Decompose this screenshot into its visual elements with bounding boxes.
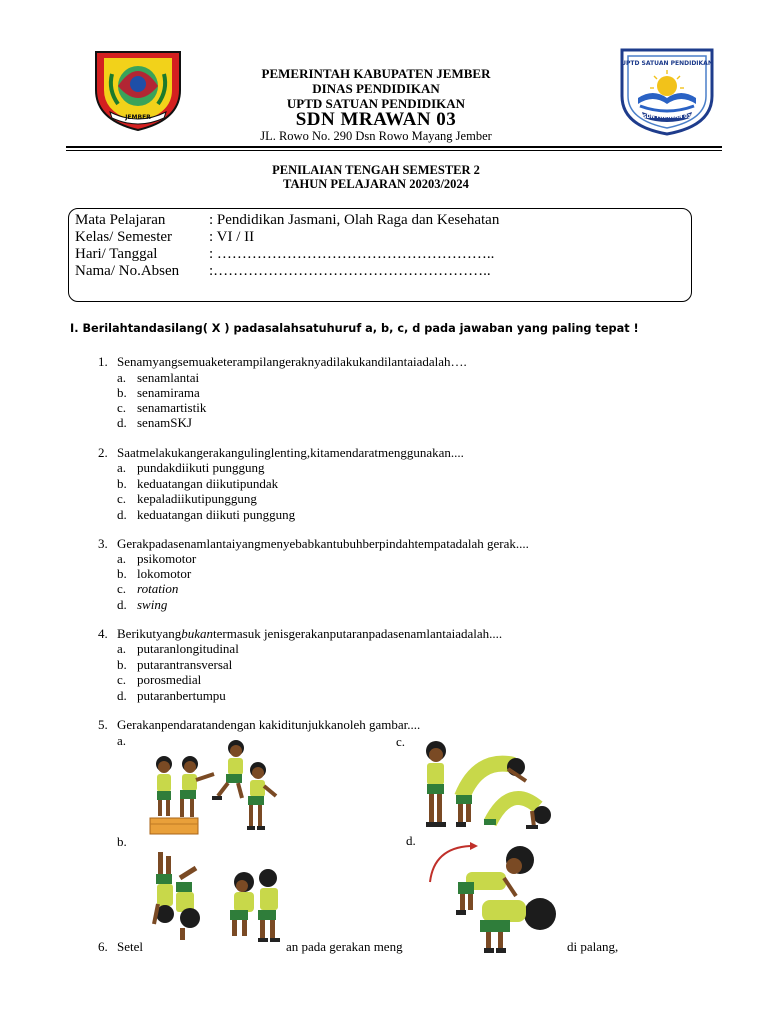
option-1d[interactable]: d. senamSKJ bbox=[117, 415, 192, 430]
school-address: JL. Rowo No. 290 Dsn Rowo Mayang Jember bbox=[260, 129, 492, 143]
option-2d[interactable]: d. keduatangan diikuti punggung bbox=[117, 507, 296, 522]
picture-label-c[interactable]: c. bbox=[396, 734, 406, 749]
picture-label-a[interactable]: a. bbox=[117, 733, 127, 748]
info-value[interactable]: : VI / II bbox=[209, 229, 255, 245]
info-label: Mata Pelajaran bbox=[75, 212, 166, 228]
gymnastics-picture-d[interactable] bbox=[424, 838, 564, 961]
option-4b[interactable]: b. putarantransversal bbox=[117, 657, 233, 672]
section-instruction bbox=[70, 322, 639, 335]
question-number: 6. bbox=[98, 939, 108, 954]
question-number: 4. bbox=[98, 626, 108, 641]
info-value[interactable]: : Pendidikan Jasmani, Olah Raga dan Kesehatan bbox=[209, 212, 500, 228]
question-number: 2. bbox=[98, 445, 108, 460]
picture-label-d[interactable]: d. bbox=[406, 833, 416, 848]
header-divider-thin bbox=[66, 150, 722, 151]
question-text: Senamyangsemuaketerampilangeraknyadilakukandilantaiadalah…. bbox=[117, 354, 467, 369]
svg-text:UPTD SATUAN PENDIDIKAN: UPTD SATUAN PENDIDIKAN bbox=[621, 60, 713, 67]
question-number: 3. bbox=[98, 536, 108, 551]
option-1a[interactable]: a. senamlantai bbox=[117, 370, 200, 385]
info-value[interactable]: : ……………………………………………….. bbox=[209, 246, 495, 262]
info-row-subject bbox=[75, 212, 499, 229]
info-label: Hari/ Tanggal bbox=[75, 246, 158, 262]
school-name: SDN MRAWAN 03 bbox=[295, 109, 457, 130]
info-row-name bbox=[75, 263, 491, 280]
info-value[interactable]: :……………………………………………….. bbox=[209, 263, 491, 279]
option-2a[interactable]: a. pundakdiikuti punggung bbox=[117, 460, 265, 475]
question-text: Gerakpadasenamlantaiyangmenyebabkantubuhberpindahtempatadalah gerak.... bbox=[117, 536, 529, 551]
question-text: Saatmelakukangerakangulinglenting,kitamendaratmenggunakan.... bbox=[117, 445, 464, 460]
header-line-1: PEMERINTAH KABUPATEN JEMBER bbox=[261, 66, 491, 81]
option-4a[interactable]: a. putaranlongitudinal bbox=[117, 641, 239, 656]
question-number: 1. bbox=[98, 354, 108, 369]
section-instruction-text: . Berilahtandasilang( X ) padasalahsatuhuruf a, b, c, d pada jawaban yang paling tepat ! bbox=[74, 322, 639, 335]
option-4c[interactable]: c. porosmedial bbox=[117, 672, 202, 687]
question-text-middle: an pada gerakan meng bbox=[286, 939, 403, 954]
question-number: 5. bbox=[98, 717, 108, 732]
header-line-3: UPTD SATUAN PENDIDIKAN bbox=[286, 96, 466, 111]
option-2c[interactable]: c. kepaladiikutipunggung bbox=[117, 491, 257, 506]
option-3d[interactable]: d. swing bbox=[117, 597, 168, 612]
info-row-date bbox=[75, 246, 494, 263]
jember-logo bbox=[92, 46, 184, 132]
header-divider-thick bbox=[66, 146, 722, 148]
option-1b[interactable]: b. senamirama bbox=[117, 385, 200, 400]
gymnastics-picture-b[interactable] bbox=[150, 848, 290, 949]
exam-title: PENILAIAN TENGAH SEMESTER 2 bbox=[272, 163, 480, 177]
info-label: Kelas/ Semester bbox=[75, 229, 173, 245]
question-text-end: di palang, bbox=[567, 939, 619, 954]
exam-year: TAHUN PELAJARAN 20203/2024 bbox=[283, 177, 469, 191]
header-line-2: DINAS PENDIDIKAN bbox=[312, 81, 440, 96]
option-3a[interactable]: a. psikomotor bbox=[117, 551, 197, 566]
option-3c[interactable]: c. rotation bbox=[117, 581, 179, 596]
info-label: Nama/ No.Absen bbox=[75, 263, 180, 279]
option-4d[interactable]: d. putaranbertumpu bbox=[117, 688, 226, 703]
svg-text:SDN MRAWAN 03: SDN MRAWAN 03 bbox=[642, 114, 692, 120]
question-text: Berikutyangbukantermasuk jenisgerakanputaranpadasenamlantaiadalah.... bbox=[117, 626, 503, 641]
section-number: I bbox=[70, 322, 75, 335]
option-1c[interactable]: c. senamartistik bbox=[117, 400, 207, 415]
svg-text:JEMBER: JEMBER bbox=[125, 114, 151, 121]
option-3b[interactable]: b. lokomotor bbox=[117, 566, 192, 581]
gymnastics-picture-a[interactable] bbox=[146, 736, 280, 841]
gymnastics-picture-c[interactable] bbox=[418, 737, 556, 836]
info-row-class bbox=[75, 229, 254, 246]
uptd-logo bbox=[618, 46, 716, 136]
question-text: Gerakanpendaratandengan kakiditunjukkanoleh gambar.... bbox=[117, 717, 421, 732]
picture-label-b[interactable]: b. bbox=[117, 834, 127, 849]
question-text-start: Setel bbox=[117, 939, 143, 954]
option-2b[interactable]: b. keduatangan diikutipundak bbox=[117, 476, 279, 491]
